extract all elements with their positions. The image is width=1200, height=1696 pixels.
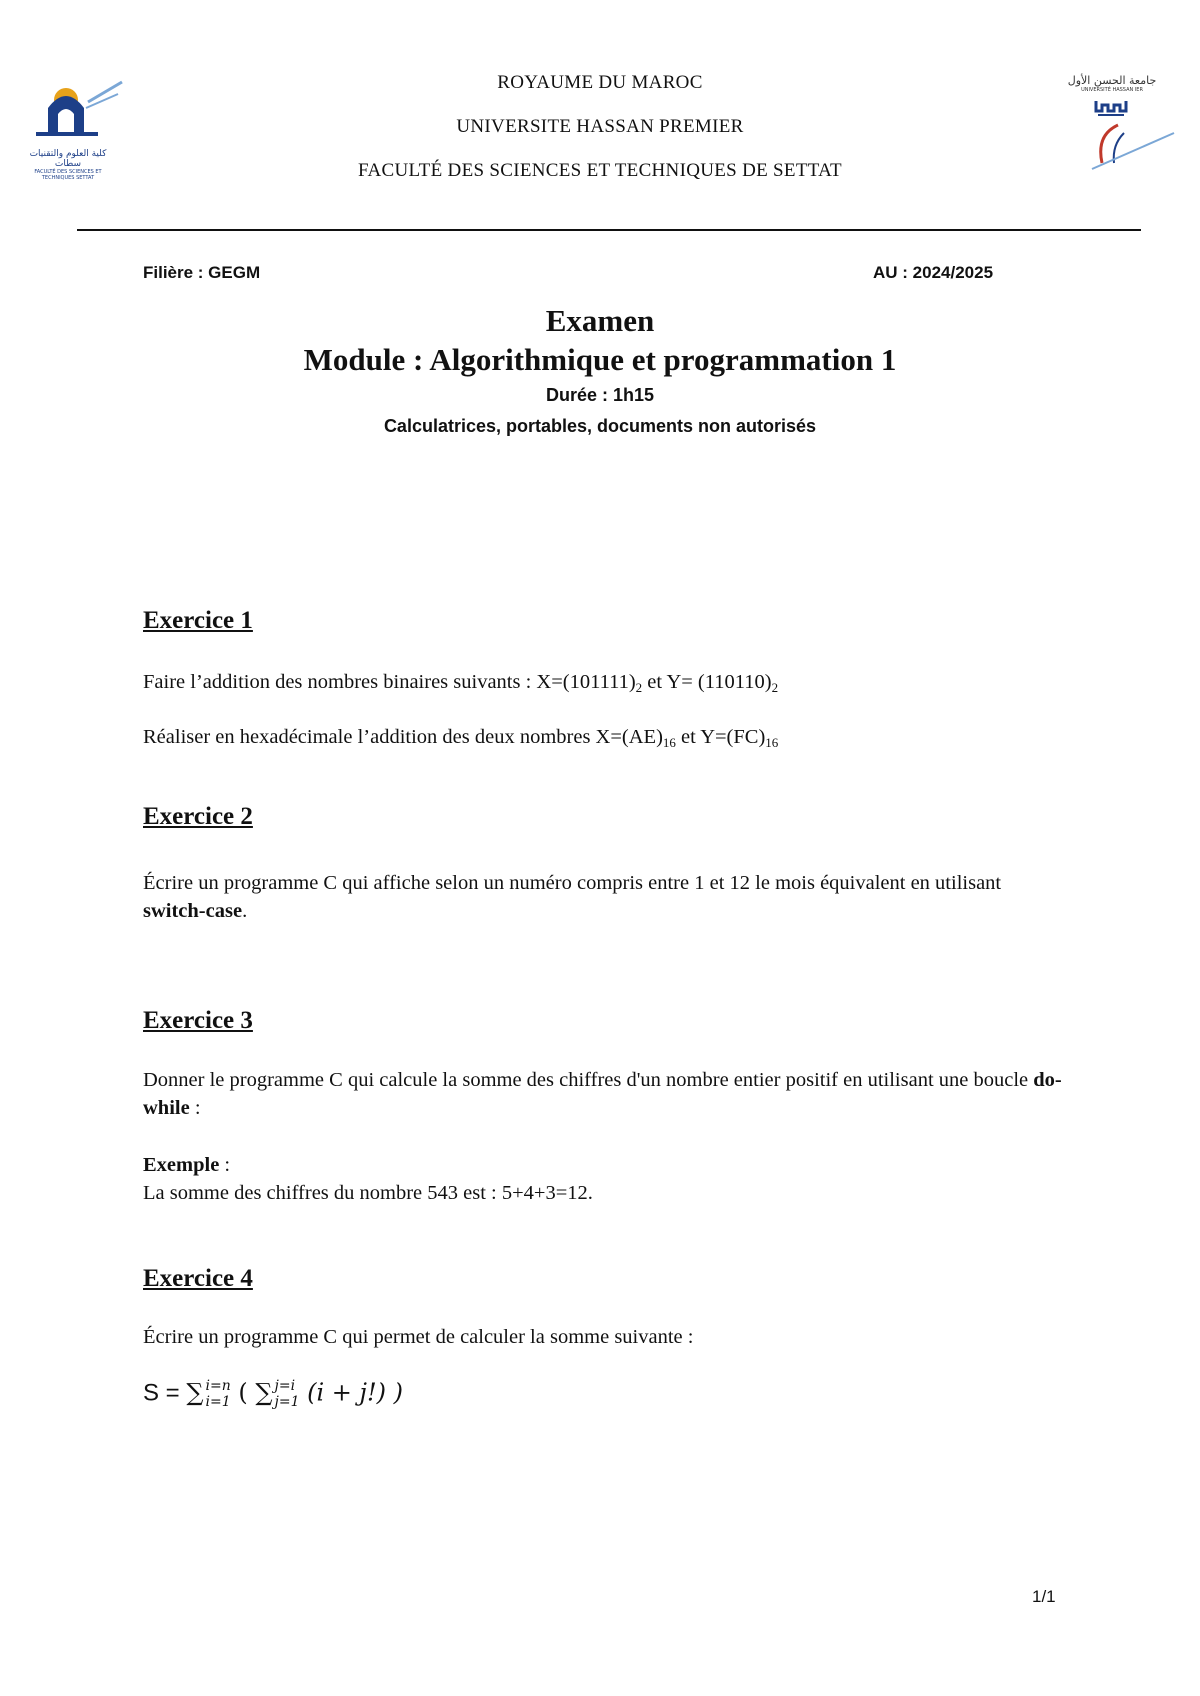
exercise-3-statement: Donner le programme C qui calcule la somme des chiffres d'un nombre entier positif en utilisant une boucle do-while : — [143, 1069, 1062, 1119]
exam-rules: Calculatrices, portables, documents non autorisés — [383, 416, 817, 436]
fst-logo-arabic: كلية العلوم والتقنيات سطات — [29, 149, 107, 169]
filiere-label: Filière : GEGM — [143, 263, 261, 282]
header-university: UNIVERSITE HASSAN PREMIER — [456, 116, 744, 137]
uh1-logo-arabic: جامعة الحسن الأول — [1067, 74, 1157, 87]
header-faculty: FACULTÉ DES SCIENCES ET TECHNIQUES DE SETTAT — [358, 160, 842, 181]
exam-duration: Durée : 1h15 — [545, 385, 655, 405]
header-kingdom: ROYAUME DU MAROC — [497, 72, 703, 93]
sum-formula: S = ∑ i=n i=1 ( ∑ j=i j=1 (i + j!) ) — [143, 1378, 403, 1410]
exercise-3-example-text: La somme des chiffres du nombre 543 est : 5+4+3=12. — [143, 1182, 593, 1204]
exam-title: Examen — [545, 303, 655, 338]
exercise-3-title: Exercice 3 — [143, 1007, 253, 1034]
module-title: Module : Algorithmique et programmation 1 — [303, 342, 897, 377]
academic-year-label: AU : 2024/2025 — [873, 263, 994, 282]
exercise-1-question-1: Faire l’addition des nombres binaires suivants : $X=(101111)_2$ et $Y= (110110)_2$ — [143, 671, 779, 695]
exercise-4-statement: Écrire un programme C qui permet de calculer la somme suivante : — [143, 1326, 694, 1348]
exercise-4-title: Exercice 4 — [143, 1265, 253, 1292]
uh1-logo-caption: UNIVERSITÉ HASSAN IER — [1081, 87, 1143, 93]
exercise-2-title: Exercice 2 — [143, 803, 253, 830]
exercise-1-title: Exercice 1 — [143, 607, 253, 634]
exercise-3-example-label: Exemple : — [143, 1154, 231, 1176]
exercise-2-statement: Écrire un programme C qui affiche selon un numéro compris entre 1 et 12 le mois équivalent en utilisant switch-case. — [143, 872, 1002, 922]
page-number: 1/1 — [1032, 1587, 1056, 1606]
fst-logo-caption: FACULTÉ DES SCIENCES ET TECHNIQUES SETTAT — [34, 169, 102, 181]
exercise-1-question-2: Réaliser en hexadécimale l’addition des deux nombres $X=(AE)_{16}$ et $Y=(FC)_{16}$ — [143, 726, 779, 750]
header-divider — [77, 229, 1141, 231]
